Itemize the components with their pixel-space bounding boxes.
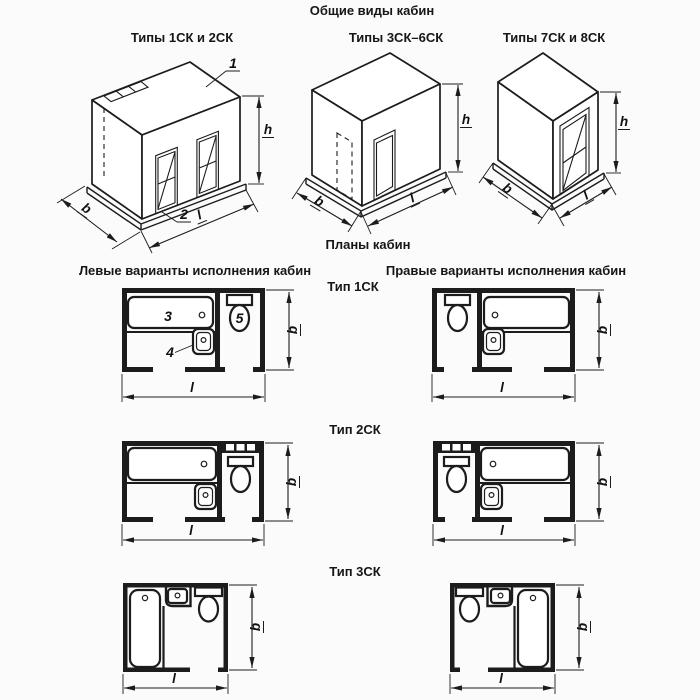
svg-text:b: b xyxy=(595,325,610,335)
svg-text:b: b xyxy=(284,477,299,487)
callout-washbasin: 4 xyxy=(166,344,174,360)
svg-text:b: b xyxy=(575,622,590,632)
plan-3ck-right xyxy=(450,583,555,672)
dim-label-b xyxy=(284,476,300,488)
dim-label-b xyxy=(310,192,328,211)
extension-line xyxy=(479,163,493,183)
svg-text:l: l xyxy=(194,207,204,223)
dim-label-l: l xyxy=(172,671,176,686)
svg-text:b: b xyxy=(285,325,300,335)
plan-3ck-left xyxy=(123,583,228,672)
view-label-3ck-6ck: Типы 3СК–6СК xyxy=(348,30,444,45)
plan-1ck-right xyxy=(432,288,575,372)
dim-label-b xyxy=(575,621,591,633)
extension-line xyxy=(604,174,616,195)
svg-text:l: l xyxy=(580,187,592,203)
plan-1ck-left xyxy=(122,288,265,372)
dim-label-h: h xyxy=(619,114,629,129)
extension-line xyxy=(538,204,552,224)
svg-text:b: b xyxy=(78,199,95,217)
callout-floor-panel: 2 xyxy=(180,206,188,222)
svg-text:b: b xyxy=(499,179,516,197)
dim-label-l: l xyxy=(189,523,193,538)
dim-label-b xyxy=(285,324,301,336)
row-label-type-3ck: Тип 3СК xyxy=(329,564,381,579)
plan-2ck-right xyxy=(433,441,575,522)
extension-line xyxy=(446,173,456,195)
row-label-type-2ck: Тип 2СК xyxy=(329,422,381,437)
dim-label-l: l xyxy=(499,671,503,686)
left-variants-label: Левые варианты исполнения кабин xyxy=(78,263,312,278)
view-label-7ck-8ck: Типы 7СК и 8СК xyxy=(502,30,606,45)
dim-label-l: l xyxy=(500,380,504,395)
dim-label-b xyxy=(77,199,96,219)
right-variants-label: Правые варианты исполнения кабин xyxy=(385,263,627,278)
extension-line xyxy=(57,186,85,203)
svg-text:b: b xyxy=(248,622,263,632)
extension-line xyxy=(141,231,152,253)
isometric-cabin-7ck-8ck xyxy=(479,53,630,226)
plans-title: Планы кабин xyxy=(325,237,411,252)
dim-label-h: h xyxy=(461,112,471,127)
callout-roof-panel: 1 xyxy=(229,55,237,71)
svg-text:l: l xyxy=(407,190,417,206)
callout-bathtub: 3 xyxy=(164,308,172,324)
isometric-cabin-3ck-6ck xyxy=(292,53,472,234)
svg-text:b: b xyxy=(595,477,610,487)
dim-label-b xyxy=(248,621,264,633)
svg-text:b: b xyxy=(311,192,327,210)
dim-label-b xyxy=(595,324,611,336)
dim-label-l xyxy=(578,186,594,204)
extension-line xyxy=(112,232,140,249)
plan-2ck-left xyxy=(122,441,264,522)
isometric-cabin-1ck-2ck xyxy=(57,55,274,253)
view-label-1ck-2ck: Типы 1СК и 2СК xyxy=(130,30,234,45)
dim-label-l xyxy=(192,206,207,224)
extension-line xyxy=(292,178,306,199)
extension-line xyxy=(246,190,258,212)
extension-line xyxy=(348,211,361,232)
row-label-type-1ck: Тип 1СК xyxy=(327,279,379,294)
dim-label-b xyxy=(595,476,611,488)
extension-line xyxy=(552,205,564,226)
callout-leader xyxy=(175,345,193,353)
dim-label-l: l xyxy=(500,523,504,538)
dim-label-b xyxy=(498,179,517,199)
dim-label-h: h xyxy=(263,122,273,137)
callout-toilet: 5 xyxy=(235,310,244,326)
dim-label-l: l xyxy=(190,380,194,395)
dimension-line-l xyxy=(560,187,612,218)
sheet-title: Общие виды кабин xyxy=(309,3,435,18)
